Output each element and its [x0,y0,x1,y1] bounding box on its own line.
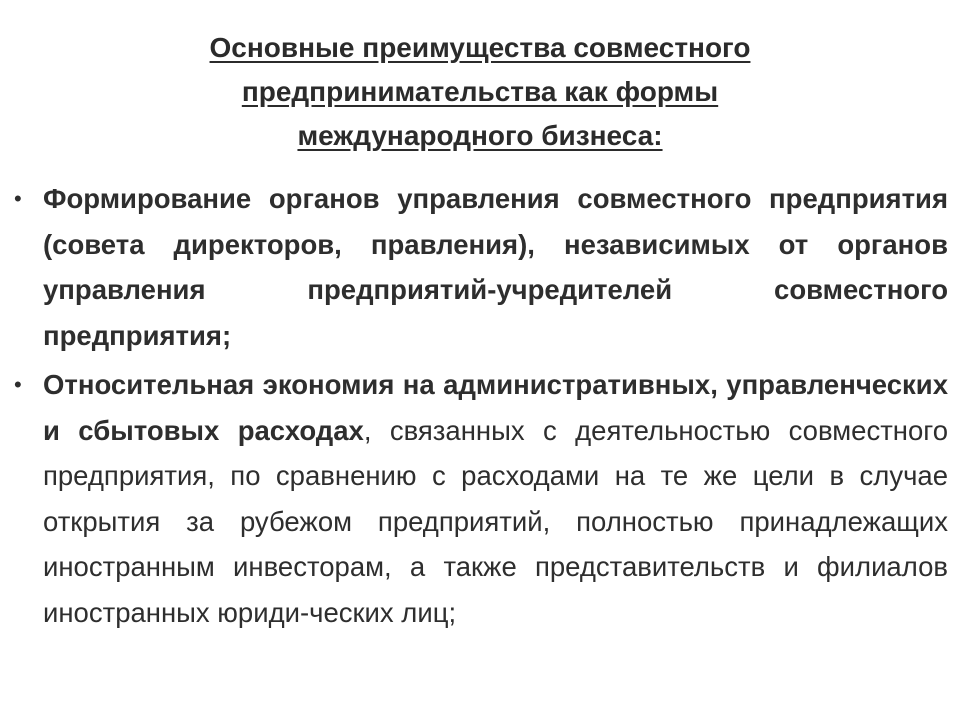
bullet-marker: • [14,186,22,211]
title-line-2: предпринимательства как формы [241,76,719,107]
bullet-normal-text: , связанных с деятельностью совместного предприятия, по сравнению с расходами на те же цели в случае открытия за рубежом предприятий, полностью принадлежащих иностранным инвесторам, а также представительств и филиалов иностранных юриди-ческих лиц; [43,414,948,628]
title-line-1: Основные преимущества совместного [209,32,751,63]
bullet-item [14,176,948,358]
bullet-item [14,362,948,635]
bullet-marker: • [14,372,22,397]
title-line-3: международного бизнеса: [297,120,663,151]
bullet-bold-text: Формирование органов управления совместного предприятия (совета директоров, правления), независимых от органов управления предприятий-учредителей совместного предприятия; [43,183,948,351]
bullet-list [14,176,948,639]
slide-title [80,26,880,158]
bullet-bold-text: Относительная экономия на административных, управленческих и сбытовых расходах [43,369,948,446]
